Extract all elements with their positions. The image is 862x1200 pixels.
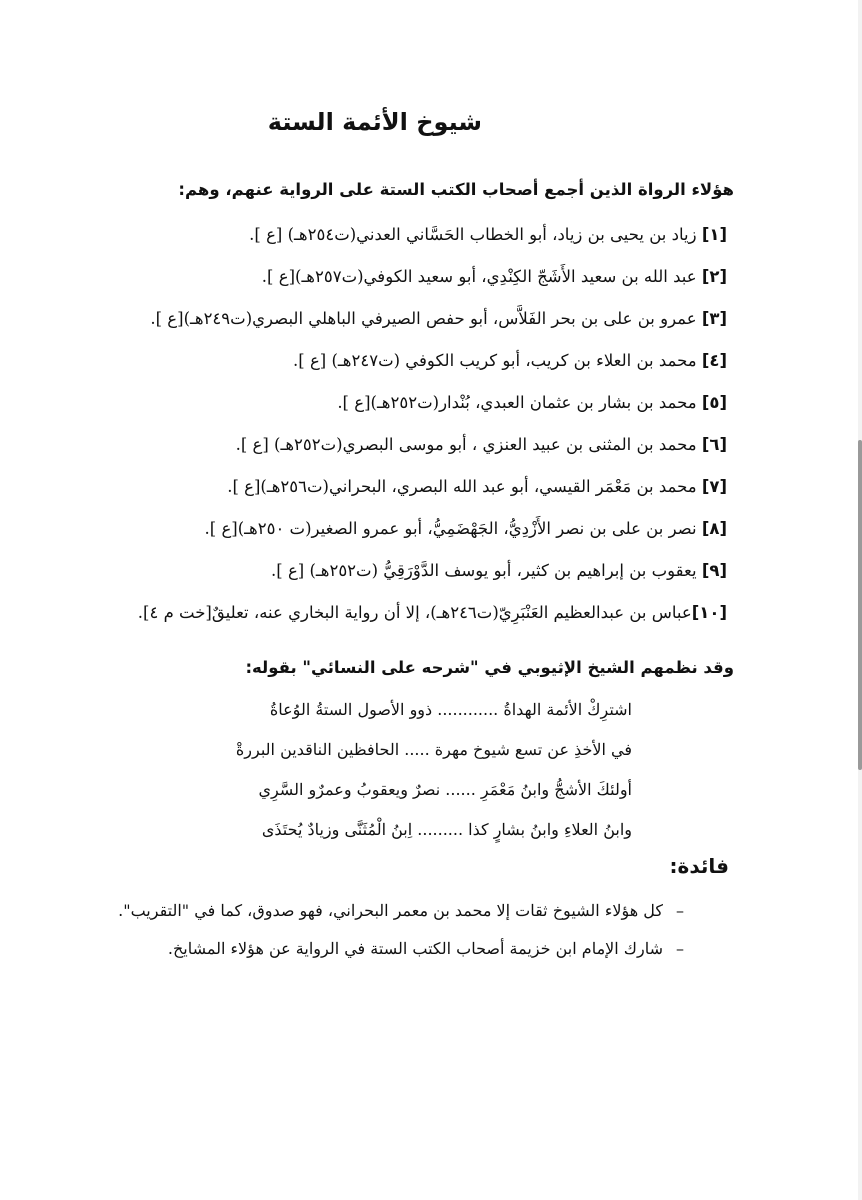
note-item xyxy=(118,892,697,930)
page-title: شيوخ الأئمة الستة xyxy=(267,108,482,136)
list-item xyxy=(138,550,727,592)
narrators-list xyxy=(138,214,727,634)
note-text: كل هؤلاء الشيوخ ثقات إلا محمد بن معمر البحراني، فهو صدوق، كما في "التقريب". xyxy=(118,901,663,920)
item-text: محمد بن العلاء بن كريب، أبو كريب الكوفي (ت٢٤٧هـ) [ع ]. xyxy=(293,351,702,370)
poem-verses xyxy=(236,690,632,850)
poem-line: أولئكَ الأشجُّ وابنُ مَعْمَرِ ...... نصرٌ ويعقوبُ وعمرٌو السَّرِي xyxy=(258,780,632,799)
list-item xyxy=(138,508,727,550)
benefit-heading: فائدة: xyxy=(669,854,729,878)
item-number: [٧] xyxy=(701,477,727,496)
intro-heading: هؤلاء الرواة الذين أجمع أصحاب الكتب الستة على الرواية عنهم، وهم: xyxy=(178,180,734,199)
item-text: محمد بن بشار بن عثمان العبدي، بُنْدار(ت٢٥٢هـ)[ع ]. xyxy=(337,393,702,412)
item-text: عباس بن عبدالعظيم العَنْبَرِيّ(ت٢٤٦هـ)، إلا أن رواية البخاري عنه، تعليقٌ[خت م ٤]. xyxy=(137,603,692,622)
list-item xyxy=(138,382,727,424)
list-item xyxy=(138,256,727,298)
list-item xyxy=(138,424,727,466)
item-text: يعقوب بن إبراهيم بن كثير، أبو يوسف الدَّوْرَقِيُّ (ت٢٥٢هـ) [ع ]. xyxy=(271,561,702,580)
poem-line: اشترِكْ الأئمة الهداةُ ............ ذوو الأصول الستةُ الوُعاةُ xyxy=(269,700,632,719)
list-item xyxy=(138,340,727,382)
notes-list xyxy=(118,892,697,968)
item-number: [١٠] xyxy=(691,603,727,622)
item-text: عمرو بن على بن بحر الفَلاَّس، أبو حفص الصيرفي الباهلي البصري(ت٢٤٩هـ)[ع ]. xyxy=(150,309,702,328)
item-number: [٩] xyxy=(701,561,727,580)
item-number: [٢] xyxy=(701,267,727,286)
item-text: عبد الله بن سعيد الأَشَجّ الكِنْدِي، أبو سعيد الكوفي(ت٢٥٧هـ)[ع ]. xyxy=(261,267,702,286)
item-text: نصر بن على بن نصر الأَزْدِيُّ، الجَهْضَمِيُّ، أبو عمرو الصغير(ت ٢٥٠هـ)[ع ]. xyxy=(204,519,702,538)
list-item xyxy=(138,592,727,634)
dash-bullet: – xyxy=(676,901,684,920)
note-item xyxy=(118,930,697,968)
poem-line: في الأخذِ عن تسع شيوخ مهرة ..... الحافظين الناقدين البررةْ xyxy=(235,740,632,759)
item-number: [١] xyxy=(701,225,727,244)
dash-bullet: – xyxy=(676,939,684,958)
poem-line: وابنُ العلاءِ وابنُ بشارٍ كذا ......... اِبنُ الْمُثَنَّى وزيادٌ يُحتَذَى xyxy=(261,820,632,839)
list-item xyxy=(138,298,727,340)
item-number: [٦] xyxy=(701,435,727,454)
item-number: [٨] xyxy=(701,519,727,538)
list-item xyxy=(138,214,727,256)
list-item xyxy=(138,466,727,508)
item-number: [٤] xyxy=(701,351,727,370)
item-number: [٥] xyxy=(701,393,727,412)
item-number: [٣] xyxy=(701,309,727,328)
item-text: محمد بن المثنى بن عبيد العنزي ، أبو موسى البصري(ت٢٥٢هـ) [ع ]. xyxy=(235,435,702,454)
note-text: شارك الإمام ابن خزيمة أصحاب الكتب الستة في الرواية عن هؤلاء المشايخ. xyxy=(167,939,663,958)
poem-intro: وقد نظمهم الشيخ الإثيوبي في "شرحه على النسائي" بقوله: xyxy=(245,658,734,677)
item-text: محمد بن مَعْمَر القيسي، أبو عبد الله البصري، البحراني(ت٢٥٦هـ)[ع ]. xyxy=(227,477,702,496)
item-text: زياد بن يحيى بن زياد، أبو الخطاب الحَسَّاني العدني(ت٢٥٤هـ) [ع ]. xyxy=(249,225,702,244)
